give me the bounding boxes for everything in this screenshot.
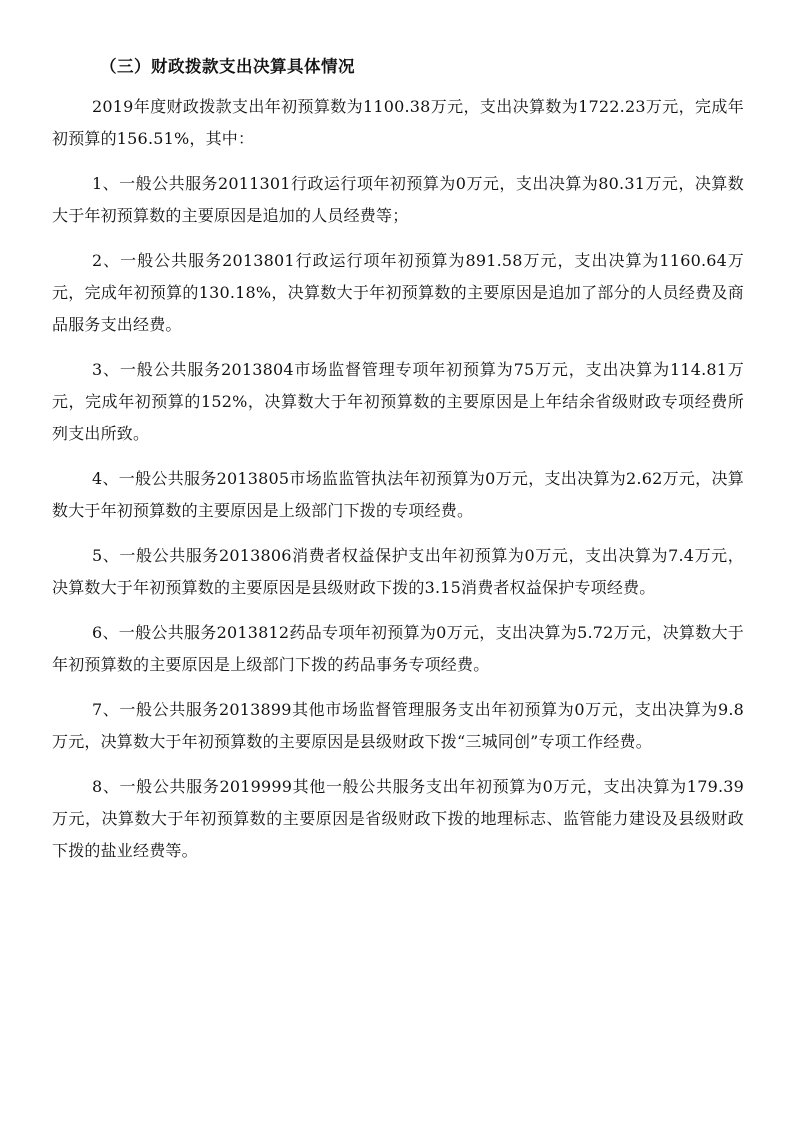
document-page bbox=[52, 52, 744, 880]
list-item: 5、一般公共服务2013806消费者权益保护支出年初预算为0万元，支出决算为7.4万元，决算数大于年初预算数的主要原因是县级财政下拨的3.15消费者权益保护专项经费。 bbox=[52, 546, 744, 597]
list-item: 3、一般公共服务2013804市场监督管理专项年初预算为75万元，支出决算为114.81万元，完成年初预算的152%，决算数大于年初预算数的主要原因是上年结余省级财政专项经费所列支出所致。 bbox=[52, 360, 744, 443]
list-item: 4、一般公共服务2013805市场监监管执法年初预算为0万元，支出决算为2.62万元，决算数大于年初预算数的主要原因是上级部门下拨的专项经费。 bbox=[52, 469, 744, 520]
list-item: 1、一般公共服务2011301行政运行项年初预算为0万元，支出决算为80.31万元，决算数大于年初预算数的主要原因是追加的人员经费等； bbox=[52, 174, 744, 225]
list-item: 8、一般公共服务2019999其他一般公共服务支出年初预算为0万元，支出决算为179.39万元，决算数大于年初预算数的主要原因是省级财政下拨的地理标志、监管能力建设及县级财政下拨的盐业经费等。 bbox=[52, 777, 744, 860]
intro-paragraph: 2019年度财政拨款支出年初预算数为1100.38万元，支出决算数为1722.23万元，完成年初预算的156.51%，其中： bbox=[52, 97, 744, 148]
list-item: 7、一般公共服务2013899其他市场监督管理服务支出年初预算为0万元，支出决算为9.8万元，决算数大于年初预算数的主要原因是县级财政下拨“三城同创”专项工作经费。 bbox=[52, 700, 744, 751]
list-item: 2、一般公共服务2013801行政运行项年初预算为891.58万元，支出决算为1160.64万元，完成年初预算的130.18%，决算数大于年初预算数的主要原因是追加了部分的人员经费及商品服务支出经费。 bbox=[52, 251, 744, 334]
list-item: 6、一般公共服务2013812药品专项年初预算为0万元，支出决算为5.72万元，决算数大于年初预算数的主要原因是上级部门下拨的药品事务专项经费。 bbox=[52, 623, 744, 674]
section-heading: （三）财政拨款支出决算具体情况 bbox=[100, 57, 355, 76]
